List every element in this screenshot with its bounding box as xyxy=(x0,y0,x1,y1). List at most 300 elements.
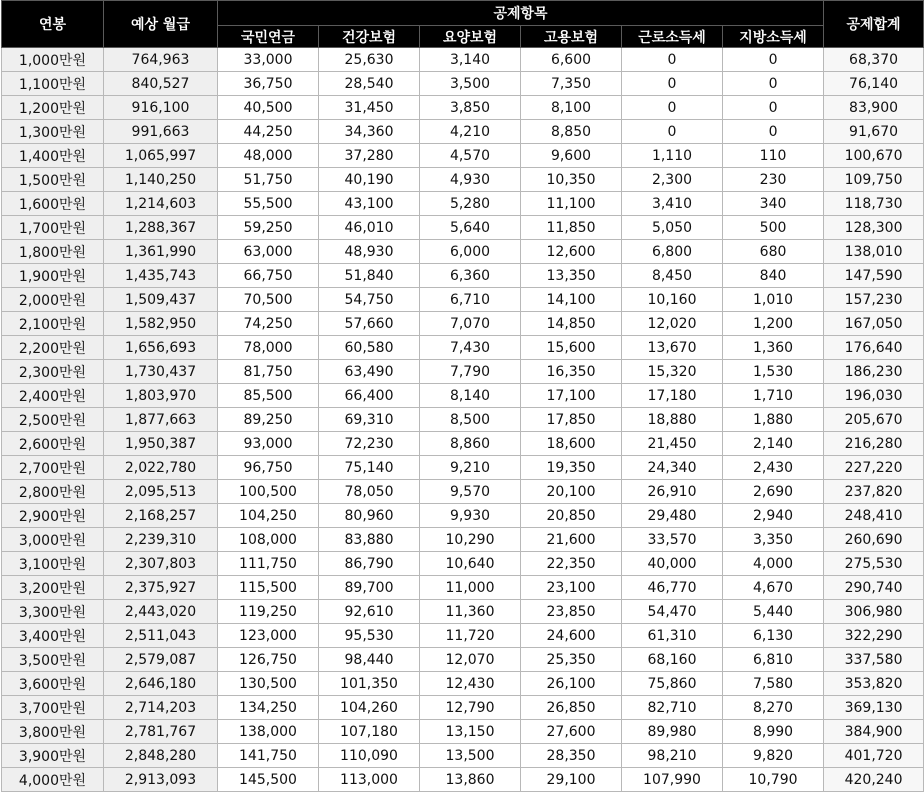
cell-health: 75,140 xyxy=(319,456,420,480)
cell-annual: 2,200만원 xyxy=(2,336,104,360)
cell-health: 37,280 xyxy=(319,144,420,168)
cell-monthly: 2,239,310 xyxy=(104,528,218,552)
cell-employment: 26,850 xyxy=(521,696,622,720)
cell-local-tax: 8,990 xyxy=(723,720,824,744)
cell-local-tax: 230 xyxy=(723,168,824,192)
cell-total: 138,010 xyxy=(824,240,924,264)
cell-monthly: 2,168,257 xyxy=(104,504,218,528)
cell-care: 12,430 xyxy=(420,672,521,696)
header-deductions-group: 공제항목 xyxy=(218,1,824,26)
cell-annual: 3,900만원 xyxy=(2,744,104,768)
cell-pension: 115,500 xyxy=(218,576,319,600)
cell-pension: 93,000 xyxy=(218,432,319,456)
cell-employment: 20,850 xyxy=(521,504,622,528)
cell-care: 10,640 xyxy=(420,552,521,576)
table-row xyxy=(2,552,924,576)
salary-deduction-table xyxy=(1,0,924,792)
cell-care: 9,210 xyxy=(420,456,521,480)
cell-total: 337,580 xyxy=(824,648,924,672)
cell-care: 6,000 xyxy=(420,240,521,264)
cell-total: 384,900 xyxy=(824,720,924,744)
cell-income-tax: 18,880 xyxy=(622,408,723,432)
cell-income-tax: 89,980 xyxy=(622,720,723,744)
cell-care: 13,150 xyxy=(420,720,521,744)
cell-annual: 1,100만원 xyxy=(2,72,104,96)
cell-income-tax: 5,050 xyxy=(622,216,723,240)
cell-local-tax: 8,270 xyxy=(723,696,824,720)
cell-monthly: 1,582,950 xyxy=(104,312,218,336)
cell-health: 25,630 xyxy=(319,48,420,72)
table-row xyxy=(2,336,924,360)
cell-total: 128,300 xyxy=(824,216,924,240)
cell-income-tax: 33,570 xyxy=(622,528,723,552)
table-row xyxy=(2,480,924,504)
cell-care: 11,360 xyxy=(420,600,521,624)
table-header xyxy=(2,1,924,48)
cell-employment: 6,600 xyxy=(521,48,622,72)
cell-pension: 104,250 xyxy=(218,504,319,528)
cell-health: 89,700 xyxy=(319,576,420,600)
cell-annual: 1,500만원 xyxy=(2,168,104,192)
cell-local-tax: 0 xyxy=(723,48,824,72)
cell-total: 306,980 xyxy=(824,600,924,624)
cell-pension: 36,750 xyxy=(218,72,319,96)
table-row xyxy=(2,768,924,792)
table-row xyxy=(2,216,924,240)
cell-employment: 25,350 xyxy=(521,648,622,672)
cell-employment: 26,100 xyxy=(521,672,622,696)
header-monthly: 예상 월급 xyxy=(104,1,218,48)
cell-pension: 81,750 xyxy=(218,360,319,384)
cell-health: 43,100 xyxy=(319,192,420,216)
cell-total: 290,740 xyxy=(824,576,924,600)
cell-income-tax: 0 xyxy=(622,48,723,72)
cell-pension: 96,750 xyxy=(218,456,319,480)
cell-total: 420,240 xyxy=(824,768,924,792)
cell-monthly: 1,140,250 xyxy=(104,168,218,192)
cell-total: 76,140 xyxy=(824,72,924,96)
table-row xyxy=(2,72,924,96)
cell-monthly: 1,214,603 xyxy=(104,192,218,216)
cell-annual: 1,700만원 xyxy=(2,216,104,240)
cell-local-tax: 4,000 xyxy=(723,552,824,576)
cell-employment: 28,350 xyxy=(521,744,622,768)
cell-monthly: 1,803,970 xyxy=(104,384,218,408)
cell-employment: 14,850 xyxy=(521,312,622,336)
cell-health: 57,660 xyxy=(319,312,420,336)
cell-income-tax: 54,470 xyxy=(622,600,723,624)
table-row xyxy=(2,168,924,192)
cell-employment: 23,100 xyxy=(521,576,622,600)
cell-pension: 40,500 xyxy=(218,96,319,120)
cell-monthly: 2,095,513 xyxy=(104,480,218,504)
cell-employment: 22,350 xyxy=(521,552,622,576)
cell-monthly: 2,022,780 xyxy=(104,456,218,480)
cell-care: 13,860 xyxy=(420,768,521,792)
cell-total: 157,230 xyxy=(824,288,924,312)
cell-health: 34,360 xyxy=(319,120,420,144)
cell-employment: 15,600 xyxy=(521,336,622,360)
cell-health: 92,610 xyxy=(319,600,420,624)
cell-local-tax: 1,880 xyxy=(723,408,824,432)
cell-annual: 3,400만원 xyxy=(2,624,104,648)
cell-local-tax: 1,010 xyxy=(723,288,824,312)
cell-health: 86,790 xyxy=(319,552,420,576)
cell-employment: 16,350 xyxy=(521,360,622,384)
cell-total: 322,290 xyxy=(824,624,924,648)
cell-annual: 1,900만원 xyxy=(2,264,104,288)
cell-care: 9,570 xyxy=(420,480,521,504)
table-row xyxy=(2,264,924,288)
cell-employment: 19,350 xyxy=(521,456,622,480)
cell-pension: 111,750 xyxy=(218,552,319,576)
cell-care: 12,790 xyxy=(420,696,521,720)
cell-annual: 1,200만원 xyxy=(2,96,104,120)
cell-income-tax: 21,450 xyxy=(622,432,723,456)
cell-annual: 3,000만원 xyxy=(2,528,104,552)
cell-pension: 126,750 xyxy=(218,648,319,672)
cell-annual: 3,300만원 xyxy=(2,600,104,624)
cell-total: 100,670 xyxy=(824,144,924,168)
table-row xyxy=(2,624,924,648)
cell-annual: 1,000만원 xyxy=(2,48,104,72)
cell-monthly: 1,656,693 xyxy=(104,336,218,360)
header-annual: 연봉 xyxy=(2,1,104,48)
cell-annual: 2,800만원 xyxy=(2,480,104,504)
cell-annual: 1,400만원 xyxy=(2,144,104,168)
header-income-tax: 근로소득세 xyxy=(622,26,723,48)
cell-employment: 7,350 xyxy=(521,72,622,96)
cell-employment: 21,600 xyxy=(521,528,622,552)
header-health: 건강보험 xyxy=(319,26,420,48)
cell-income-tax: 82,710 xyxy=(622,696,723,720)
cell-pension: 141,750 xyxy=(218,744,319,768)
header-care: 요양보험 xyxy=(420,26,521,48)
cell-annual: 1,600만원 xyxy=(2,192,104,216)
cell-health: 72,230 xyxy=(319,432,420,456)
cell-care: 7,430 xyxy=(420,336,521,360)
table-row xyxy=(2,48,924,72)
cell-total: 369,130 xyxy=(824,696,924,720)
cell-health: 98,440 xyxy=(319,648,420,672)
cell-total: 186,230 xyxy=(824,360,924,384)
cell-annual: 2,900만원 xyxy=(2,504,104,528)
cell-income-tax: 2,300 xyxy=(622,168,723,192)
table-row xyxy=(2,408,924,432)
cell-monthly: 1,877,663 xyxy=(104,408,218,432)
cell-health: 48,930 xyxy=(319,240,420,264)
cell-monthly: 840,527 xyxy=(104,72,218,96)
cell-health: 69,310 xyxy=(319,408,420,432)
cell-income-tax: 46,770 xyxy=(622,576,723,600)
table-row xyxy=(2,144,924,168)
cell-total: 167,050 xyxy=(824,312,924,336)
cell-local-tax: 9,820 xyxy=(723,744,824,768)
cell-monthly: 2,913,093 xyxy=(104,768,218,792)
header-total: 공제합계 xyxy=(824,1,924,48)
cell-care: 3,850 xyxy=(420,96,521,120)
cell-monthly: 1,361,990 xyxy=(104,240,218,264)
cell-income-tax: 3,410 xyxy=(622,192,723,216)
cell-care: 4,210 xyxy=(420,120,521,144)
cell-employment: 23,850 xyxy=(521,600,622,624)
cell-employment: 17,850 xyxy=(521,408,622,432)
cell-employment: 27,600 xyxy=(521,720,622,744)
cell-care: 6,360 xyxy=(420,264,521,288)
cell-care: 11,000 xyxy=(420,576,521,600)
cell-monthly: 2,307,803 xyxy=(104,552,218,576)
cell-monthly: 1,730,437 xyxy=(104,360,218,384)
cell-employment: 13,350 xyxy=(521,264,622,288)
cell-employment: 10,350 xyxy=(521,168,622,192)
table-row xyxy=(2,696,924,720)
cell-employment: 17,100 xyxy=(521,384,622,408)
cell-annual: 2,600만원 xyxy=(2,432,104,456)
cell-care: 7,070 xyxy=(420,312,521,336)
cell-pension: 145,500 xyxy=(218,768,319,792)
cell-care: 3,140 xyxy=(420,48,521,72)
cell-pension: 78,000 xyxy=(218,336,319,360)
cell-health: 66,400 xyxy=(319,384,420,408)
cell-local-tax: 2,690 xyxy=(723,480,824,504)
table-row xyxy=(2,288,924,312)
cell-health: 46,010 xyxy=(319,216,420,240)
table-row xyxy=(2,744,924,768)
cell-monthly: 2,646,180 xyxy=(104,672,218,696)
cell-total: 216,280 xyxy=(824,432,924,456)
cell-local-tax: 1,200 xyxy=(723,312,824,336)
cell-employment: 9,600 xyxy=(521,144,622,168)
cell-monthly: 916,100 xyxy=(104,96,218,120)
table-row xyxy=(2,96,924,120)
cell-local-tax: 0 xyxy=(723,120,824,144)
cell-employment: 20,100 xyxy=(521,480,622,504)
cell-annual: 1,300만원 xyxy=(2,120,104,144)
cell-annual: 2,300만원 xyxy=(2,360,104,384)
table-row xyxy=(2,456,924,480)
cell-local-tax: 840 xyxy=(723,264,824,288)
cell-local-tax: 0 xyxy=(723,96,824,120)
cell-employment: 8,100 xyxy=(521,96,622,120)
cell-total: 353,820 xyxy=(824,672,924,696)
cell-total: 176,640 xyxy=(824,336,924,360)
cell-employment: 8,850 xyxy=(521,120,622,144)
cell-total: 196,030 xyxy=(824,384,924,408)
cell-annual: 3,200만원 xyxy=(2,576,104,600)
cell-health: 83,880 xyxy=(319,528,420,552)
cell-care: 12,070 xyxy=(420,648,521,672)
cell-local-tax: 1,360 xyxy=(723,336,824,360)
cell-care: 4,930 xyxy=(420,168,521,192)
cell-monthly: 2,714,203 xyxy=(104,696,218,720)
cell-health: 80,960 xyxy=(319,504,420,528)
cell-income-tax: 75,860 xyxy=(622,672,723,696)
cell-annual: 2,700만원 xyxy=(2,456,104,480)
cell-monthly: 2,848,280 xyxy=(104,744,218,768)
table-row xyxy=(2,504,924,528)
table-body xyxy=(2,48,924,792)
cell-care: 9,930 xyxy=(420,504,521,528)
cell-monthly: 2,511,043 xyxy=(104,624,218,648)
cell-local-tax: 680 xyxy=(723,240,824,264)
table-row xyxy=(2,720,924,744)
cell-health: 113,000 xyxy=(319,768,420,792)
cell-employment: 11,850 xyxy=(521,216,622,240)
cell-health: 101,350 xyxy=(319,672,420,696)
cell-annual: 3,700만원 xyxy=(2,696,104,720)
cell-pension: 44,250 xyxy=(218,120,319,144)
cell-income-tax: 98,210 xyxy=(622,744,723,768)
cell-care: 8,860 xyxy=(420,432,521,456)
cell-income-tax: 10,160 xyxy=(622,288,723,312)
cell-income-tax: 8,450 xyxy=(622,264,723,288)
cell-health: 51,840 xyxy=(319,264,420,288)
cell-total: 118,730 xyxy=(824,192,924,216)
cell-employment: 18,600 xyxy=(521,432,622,456)
cell-annual: 2,100만원 xyxy=(2,312,104,336)
cell-pension: 55,500 xyxy=(218,192,319,216)
cell-total: 237,820 xyxy=(824,480,924,504)
cell-employment: 12,600 xyxy=(521,240,622,264)
table-row xyxy=(2,432,924,456)
cell-care: 3,500 xyxy=(420,72,521,96)
cell-local-tax: 5,440 xyxy=(723,600,824,624)
cell-care: 6,710 xyxy=(420,288,521,312)
cell-care: 5,280 xyxy=(420,192,521,216)
cell-pension: 66,750 xyxy=(218,264,319,288)
cell-total: 260,690 xyxy=(824,528,924,552)
cell-health: 104,260 xyxy=(319,696,420,720)
cell-income-tax: 17,180 xyxy=(622,384,723,408)
header-pension: 국민연금 xyxy=(218,26,319,48)
cell-local-tax: 110 xyxy=(723,144,824,168)
cell-income-tax: 13,670 xyxy=(622,336,723,360)
cell-pension: 33,000 xyxy=(218,48,319,72)
cell-income-tax: 0 xyxy=(622,120,723,144)
cell-pension: 70,500 xyxy=(218,288,319,312)
cell-employment: 24,600 xyxy=(521,624,622,648)
cell-total: 68,370 xyxy=(824,48,924,72)
cell-pension: 108,000 xyxy=(218,528,319,552)
cell-monthly: 2,375,927 xyxy=(104,576,218,600)
cell-pension: 48,000 xyxy=(218,144,319,168)
cell-income-tax: 1,110 xyxy=(622,144,723,168)
cell-monthly: 2,579,087 xyxy=(104,648,218,672)
cell-income-tax: 61,310 xyxy=(622,624,723,648)
cell-pension: 100,500 xyxy=(218,480,319,504)
cell-monthly: 1,065,997 xyxy=(104,144,218,168)
cell-local-tax: 1,530 xyxy=(723,360,824,384)
table-row xyxy=(2,672,924,696)
cell-annual: 4,000만원 xyxy=(2,768,104,792)
cell-monthly: 991,663 xyxy=(104,120,218,144)
cell-annual: 3,500만원 xyxy=(2,648,104,672)
cell-income-tax: 68,160 xyxy=(622,648,723,672)
table-row xyxy=(2,648,924,672)
cell-local-tax: 0 xyxy=(723,72,824,96)
cell-total: 91,670 xyxy=(824,120,924,144)
cell-monthly: 2,443,020 xyxy=(104,600,218,624)
cell-monthly: 2,781,767 xyxy=(104,720,218,744)
cell-total: 401,720 xyxy=(824,744,924,768)
cell-annual: 3,600만원 xyxy=(2,672,104,696)
cell-employment: 11,100 xyxy=(521,192,622,216)
cell-pension: 51,750 xyxy=(218,168,319,192)
cell-income-tax: 0 xyxy=(622,72,723,96)
cell-total: 248,410 xyxy=(824,504,924,528)
cell-monthly: 1,435,743 xyxy=(104,264,218,288)
header-employment: 고용보험 xyxy=(521,26,622,48)
cell-monthly: 1,950,387 xyxy=(104,432,218,456)
cell-income-tax: 12,020 xyxy=(622,312,723,336)
cell-pension: 74,250 xyxy=(218,312,319,336)
cell-local-tax: 6,810 xyxy=(723,648,824,672)
cell-local-tax: 7,580 xyxy=(723,672,824,696)
cell-local-tax: 10,790 xyxy=(723,768,824,792)
cell-health: 63,490 xyxy=(319,360,420,384)
cell-local-tax: 500 xyxy=(723,216,824,240)
cell-annual: 2,000만원 xyxy=(2,288,104,312)
cell-total: 227,220 xyxy=(824,456,924,480)
cell-health: 60,580 xyxy=(319,336,420,360)
cell-local-tax: 3,350 xyxy=(723,528,824,552)
cell-local-tax: 2,430 xyxy=(723,456,824,480)
cell-care: 11,720 xyxy=(420,624,521,648)
cell-total: 205,670 xyxy=(824,408,924,432)
cell-care: 5,640 xyxy=(420,216,521,240)
cell-total: 109,750 xyxy=(824,168,924,192)
cell-health: 31,450 xyxy=(319,96,420,120)
cell-pension: 63,000 xyxy=(218,240,319,264)
cell-annual: 2,400만원 xyxy=(2,384,104,408)
table-row xyxy=(2,600,924,624)
cell-local-tax: 2,940 xyxy=(723,504,824,528)
table-row xyxy=(2,192,924,216)
cell-care: 8,500 xyxy=(420,408,521,432)
cell-local-tax: 1,710 xyxy=(723,384,824,408)
cell-care: 13,500 xyxy=(420,744,521,768)
cell-income-tax: 40,000 xyxy=(622,552,723,576)
cell-monthly: 1,509,437 xyxy=(104,288,218,312)
cell-monthly: 1,288,367 xyxy=(104,216,218,240)
cell-total: 275,530 xyxy=(824,552,924,576)
cell-annual: 3,800만원 xyxy=(2,720,104,744)
cell-total: 147,590 xyxy=(824,264,924,288)
cell-pension: 89,250 xyxy=(218,408,319,432)
cell-annual: 3,100만원 xyxy=(2,552,104,576)
cell-pension: 138,000 xyxy=(218,720,319,744)
cell-local-tax: 2,140 xyxy=(723,432,824,456)
table-row xyxy=(2,312,924,336)
cell-health: 40,190 xyxy=(319,168,420,192)
cell-care: 10,290 xyxy=(420,528,521,552)
cell-health: 54,750 xyxy=(319,288,420,312)
cell-income-tax: 24,340 xyxy=(622,456,723,480)
cell-income-tax: 15,320 xyxy=(622,360,723,384)
cell-pension: 119,250 xyxy=(218,600,319,624)
cell-health: 28,540 xyxy=(319,72,420,96)
cell-employment: 14,100 xyxy=(521,288,622,312)
cell-care: 7,790 xyxy=(420,360,521,384)
header-local-tax: 지방소득세 xyxy=(723,26,824,48)
cell-pension: 134,250 xyxy=(218,696,319,720)
cell-monthly: 764,963 xyxy=(104,48,218,72)
cell-income-tax: 0 xyxy=(622,96,723,120)
cell-income-tax: 6,800 xyxy=(622,240,723,264)
table-row xyxy=(2,240,924,264)
cell-health: 78,050 xyxy=(319,480,420,504)
cell-total: 83,900 xyxy=(824,96,924,120)
